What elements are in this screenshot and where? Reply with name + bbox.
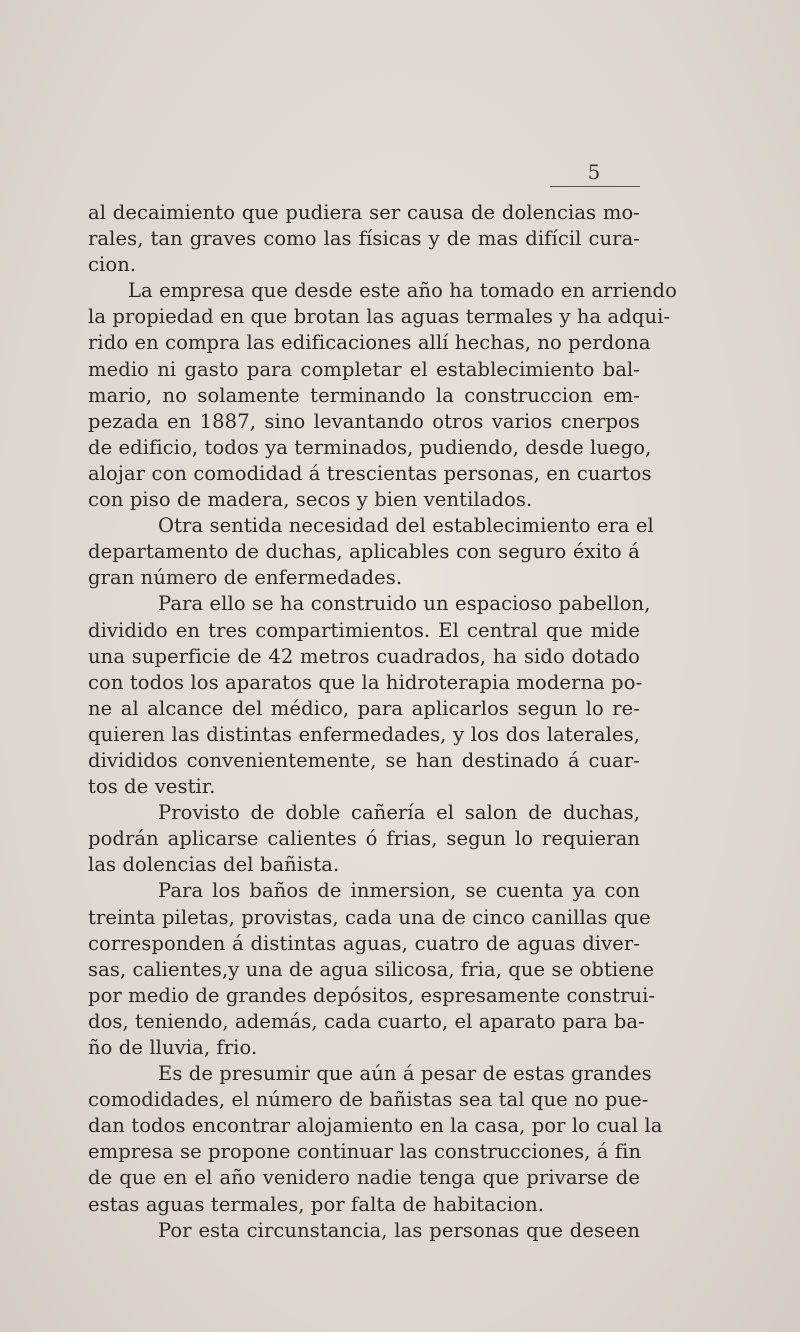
text-line: alojar con comodidad á trescientas personas, en cuartos: [88, 461, 652, 485]
text-line: Para ello se ha construido un espacioso pabellon,: [158, 592, 651, 616]
text-line: Para los baños de inmersion, se cuenta ya con: [158, 879, 640, 903]
text-line: dividido en tres compartimientos. El central que mide: [88, 618, 640, 642]
text-line: corresponden á distintas aguas, cuatro de aguas diver-: [88, 931, 640, 955]
text-line: Otra sentida necesidad del establecimiento era el: [158, 514, 654, 538]
text-line: departamento de duchas, aplicables con seguro éxito á: [88, 540, 640, 564]
text-line: rido en compra las edificaciones allí hechas, no perdona: [88, 331, 651, 355]
page-number: 5: [587, 160, 601, 184]
text-line: La empresa que desde este año ha tomado en arriendo: [128, 279, 677, 303]
text-line: podrán aplicarse calientes ó frias, segun lo requieran: [88, 827, 640, 851]
text-line: gran número de enfermedades.: [88, 566, 403, 590]
text-line: pezada en 1887, sino levantando otros varios cnerpos: [88, 409, 640, 433]
text-line: una superficie de 42 metros cuadrados, ha sido dotado: [88, 644, 640, 668]
text-line: con piso de madera, secos y bien ventilados.: [88, 488, 533, 512]
text-line: dan todos encontrar alojamiento en la casa, por lo cual la: [88, 1114, 663, 1138]
text-line: de edificio, todos ya terminados, pudiendo, desde luego,: [88, 435, 652, 459]
text-line: con todos los aparatos que la hidroterapia moderna po-: [88, 670, 643, 694]
text-line: al decaimiento que pudiera ser causa de dolencias mo-: [88, 201, 640, 224]
text-line: quieren las distintas enfermedades, y los dos laterales,: [88, 722, 640, 746]
text-line: las dolencias del bañista.: [88, 853, 340, 877]
text-line: de que en el año venidero nadie tenga que privarse de: [88, 1166, 640, 1190]
text-line: divididos convenientemente, se han destinado á cuar-: [88, 748, 640, 772]
page-number-rule: [550, 186, 640, 187]
text-line: medio ni gasto para completar el establecimiento bal-: [88, 357, 640, 381]
text-line: mario, no solamente terminando la construccion em-: [88, 383, 640, 407]
text-line: tos de vestir.: [88, 775, 216, 799]
text-line: por medio de grandes depósitos, espresamente construi-: [88, 983, 656, 1007]
text-line: sas, calientes,y una de agua silicosa, fria, que se obtiene: [88, 957, 655, 981]
text-line: ño de lluvia, frio.: [88, 1036, 258, 1059]
text-line: cion.: [88, 253, 137, 277]
text-line: Por esta circunstancia, las personas que deseen: [158, 1218, 640, 1242]
text-line: rales, tan graves como las físicas y de mas difícil cura-: [88, 227, 640, 251]
text-line: estas aguas termales, por falta de habitacion.: [88, 1192, 545, 1216]
text-line: Es de presumir que aún á pesar de estas grandes: [158, 1062, 652, 1086]
text-line: Provisto de doble cañería el salon de duchas,: [158, 801, 640, 825]
text-line: empresa se propone continuar las construcciones, á fin: [88, 1140, 642, 1164]
text-line: treinta piletas, provistas, cada una de cinco canillas que: [88, 905, 651, 929]
text-line: la propiedad en que brotan las aguas termales y ha adqui-: [88, 305, 671, 329]
text-line: comodidades, el número de bañistas sea tal que no pue-: [88, 1088, 649, 1112]
body-text: [88, 200, 677, 1244]
text-line: dos, teniendo, además, cada cuarto, el aparato para ba-: [88, 1009, 645, 1033]
text-line: ne al alcance del médico, para aplicarlos segun lo re-: [88, 696, 640, 720]
